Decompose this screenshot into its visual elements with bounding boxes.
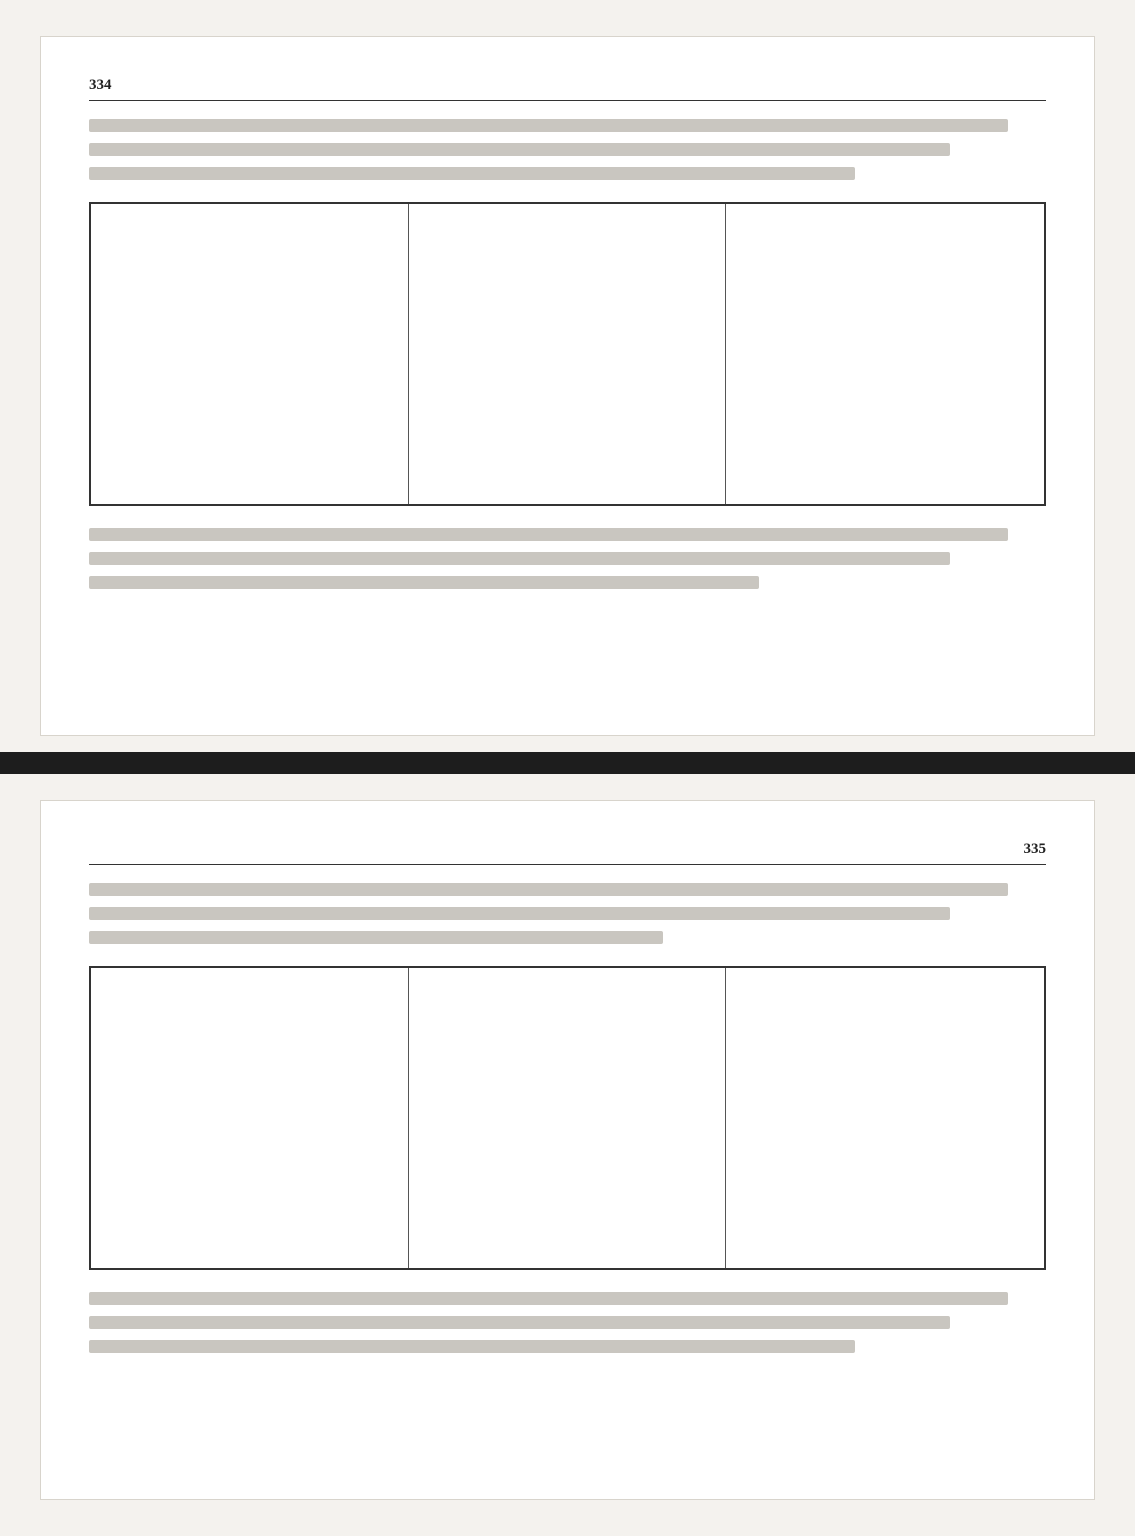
text-placeholder xyxy=(89,552,950,565)
text-placeholder xyxy=(89,528,1008,541)
book-spine xyxy=(0,752,1135,774)
text-placeholder xyxy=(89,167,855,180)
table-placeholder xyxy=(89,966,1046,1270)
page-number: 334 xyxy=(89,77,112,93)
page-number: 335 xyxy=(1023,841,1046,857)
running-header xyxy=(89,841,1046,865)
text-placeholder xyxy=(89,1340,855,1353)
text-placeholder xyxy=(89,931,663,944)
running-header xyxy=(89,77,1046,101)
text-placeholder xyxy=(89,1316,950,1329)
text-placeholder xyxy=(89,143,950,156)
text-placeholder xyxy=(89,1292,1008,1305)
text-placeholder xyxy=(89,576,759,589)
page-334 xyxy=(40,36,1095,736)
page-335 xyxy=(40,800,1095,1500)
text-placeholder xyxy=(89,907,950,920)
table-placeholder xyxy=(89,202,1046,506)
text-placeholder xyxy=(89,119,1008,132)
text-placeholder xyxy=(89,883,1008,896)
